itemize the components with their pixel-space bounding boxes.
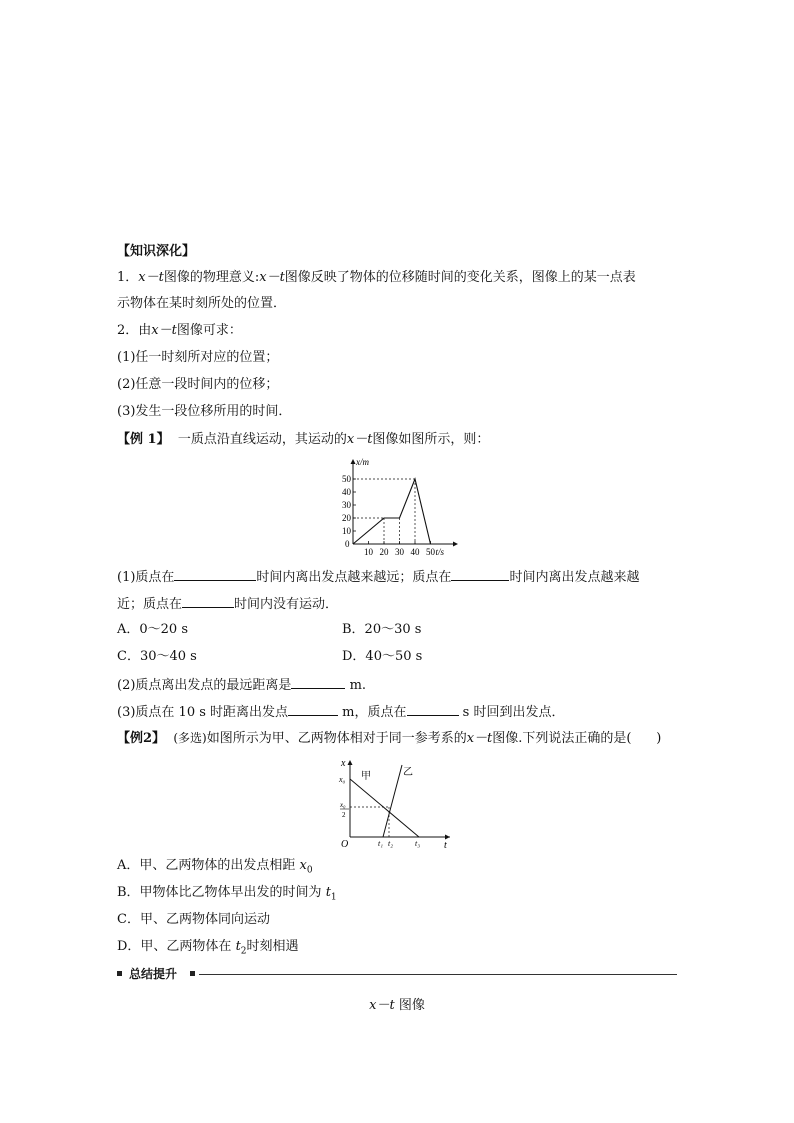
origin-label: O: [341, 839, 349, 850]
y-tick-label: 10: [342, 526, 351, 536]
example-2-option-d: D．甲、乙两物体在 $t_2$时刻相遇: [117, 939, 299, 957]
y-axis-arrow: [351, 459, 356, 464]
knowledge-point-2: 2．由x－t图像可求：: [117, 323, 242, 338]
summary-marker-icon: [190, 971, 195, 976]
y-tick-label: 20: [342, 513, 351, 523]
answer-blank[interactable]: [291, 674, 345, 689]
series-line: [353, 479, 431, 544]
series-yi-line: [383, 765, 402, 837]
y-tick-label: 50: [342, 474, 351, 484]
origin-label: 0: [345, 539, 350, 549]
section-heading: 【知识深化】: [117, 244, 196, 259]
x-tick-t2: t₂: [388, 839, 394, 848]
x-tick-label: 40: [410, 547, 420, 557]
knowledge-point-1-line-1: 1．x－t图像的物理意义:x－t图像反映了物体的位移随时间的变化关系，图像上的某一点表: [117, 270, 636, 285]
x-tick-label: 30: [395, 547, 404, 557]
summary-section-bar: [117, 966, 677, 982]
answer-blank[interactable]: [407, 701, 459, 716]
series-jia-line: [350, 779, 419, 837]
knowledge-item-1: (1)任一时刻所对应的位置；: [117, 350, 279, 365]
example-1-xt-chart: [330, 455, 465, 560]
y-tick-x0: x₀: [339, 775, 346, 784]
example-2-xt-chart: [335, 755, 455, 850]
example-1-stem: 【例 1】 一质点沿直线运动，其运动的x－t图像如图所示，则：: [117, 432, 490, 447]
example-2-option-c: C．甲、乙两物体同向运动: [117, 912, 270, 927]
summary-rule: [199, 974, 677, 975]
knowledge-item-2: (2)任意一段时间内的位移；: [117, 377, 279, 392]
summary-label: 总结提升: [129, 967, 178, 981]
summary-caption: x－t 图像: [369, 998, 425, 1013]
y-tick-label: 30: [342, 500, 351, 510]
x-tick-t3: t₃: [415, 839, 421, 848]
x-axis-label: t: [444, 840, 447, 850]
x-tick-t1: t₁: [378, 839, 384, 848]
example-1-question-3: (3)质点在 10 s 时距离出发点 m，质点在 s 时回到出发点．: [117, 701, 564, 723]
answer-blank[interactable]: [174, 566, 256, 581]
x-axis-label: t/s: [435, 547, 445, 557]
example-1-option-d: D．40～50 s: [342, 649, 423, 664]
x-tick-label: 20: [379, 547, 389, 557]
answer-blank[interactable]: [288, 701, 338, 716]
series-jia-label: 甲: [361, 771, 371, 782]
x-tick-label: 50: [426, 547, 435, 557]
summary-marker-icon: [117, 971, 122, 976]
x-axis-arrow: [453, 542, 458, 547]
knowledge-point-1-line-2: 示物体在某时刻所处的位置．: [117, 296, 287, 311]
example-2-stem: 【例2】 (多选)如图所示为甲、乙两物体相对于同一参考系的x－t图像.下列说法正确的是( ): [117, 731, 662, 746]
y-tick-x0-half-denominator: 2: [342, 811, 346, 819]
example-1-question-1-line-2: 近；质点在 时间内没有运动．: [117, 593, 338, 615]
example-2-option-b: B．甲物体比乙物体早出发的时间为 $t_1$: [117, 885, 337, 903]
x-tick-label: 10: [364, 547, 373, 557]
series-yi-label: 乙: [403, 767, 413, 778]
example-1-option-c: C．30～40 s: [117, 649, 197, 664]
example-1-question-1-line-1: (1)质点在 时间内离出发点越来越远；质点在 时间内离出发点越来越: [117, 566, 639, 588]
example-1-question-2: (2)质点离出发点的最远距离是 m.: [117, 674, 366, 696]
example-2-option-a: A．甲、乙两物体的出发点相距 $x_0$: [117, 858, 313, 876]
y-tick-label: 40: [342, 487, 351, 497]
y-axis-label: x/m: [356, 457, 369, 467]
y-tick-x0-half-numerator: x₀: [340, 801, 346, 809]
knowledge-item-3: (3)发生一段位移所用的时间．: [117, 404, 292, 419]
answer-blank[interactable]: [182, 593, 234, 608]
y-axis-label: x: [341, 758, 346, 769]
answer-blank[interactable]: [451, 566, 509, 581]
example-1-option-b: B．20～30 s: [342, 622, 422, 637]
example-1-option-a: A．0～20 s: [117, 622, 189, 637]
